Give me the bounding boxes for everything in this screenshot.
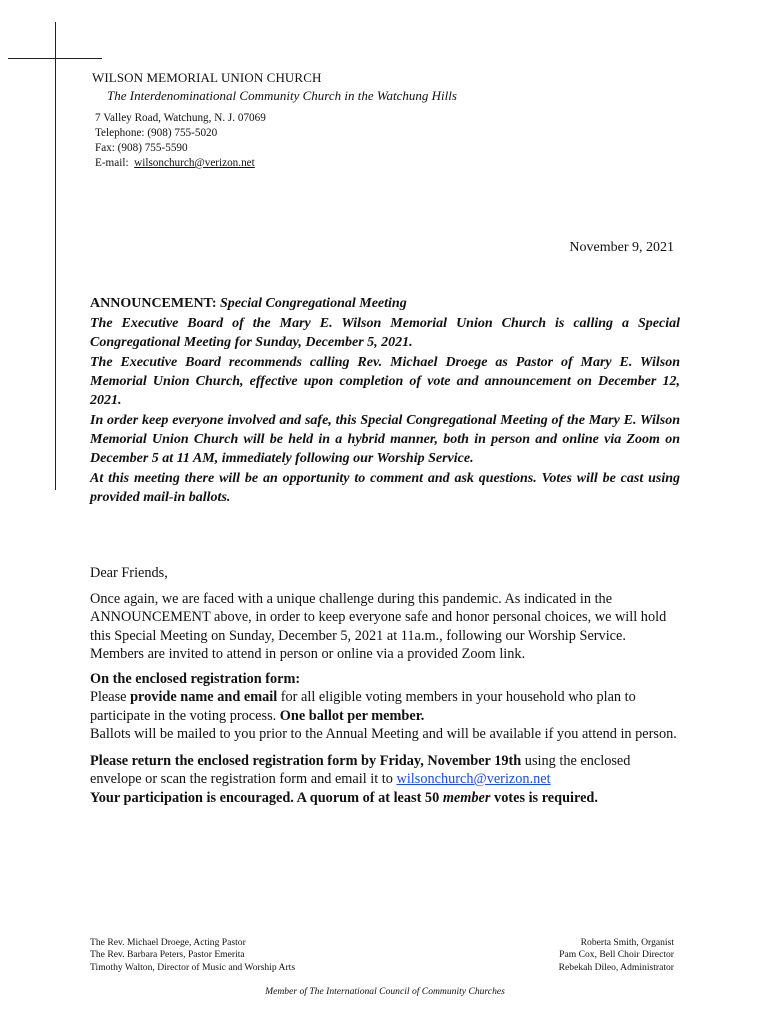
quorum-statement (90, 790, 598, 806)
cross-vertical-line (55, 22, 56, 490)
registration-heading: On the enclosed registration form: (90, 670, 301, 687)
contact-block (95, 111, 457, 171)
letterhead-email-link[interactable]: wilsonchurch@verizon.net (134, 157, 255, 169)
footer-staff-left (90, 937, 295, 974)
registration-emphasis: provide name and email (130, 689, 278, 705)
quorum-text: votes is required. (490, 789, 598, 806)
return-text: using the enclosed envelope or scan the registration form and email it to (90, 752, 631, 787)
quorum-text: Your participation is encouraged. A quorum of at least 50 (90, 789, 443, 806)
ballot-rule: One ballot per member. (279, 707, 425, 724)
quorum-emphasis: member (442, 789, 491, 806)
telephone: Telephone: (908) 755-5020 (95, 127, 218, 139)
letter-body (90, 564, 680, 807)
announcement-paragraph: The Executive Board recommends calling Rev. Michael Droege as Pastor of Mary E. Wilson Memorial Union Church, effective upon completion of vote and announcement on December 12, 2021. (90, 355, 680, 408)
footer-staff-line: Timothy Walton, Director of Music and Worship Arts (90, 961, 296, 973)
announcement-paragraph: The Executive Board of the Mary E. Wilson Memorial Union Church is calling a Special Congregational Meeting for Sunday, December 5, 2021. (90, 316, 680, 350)
salutation: Dear Friends, (90, 565, 168, 581)
announcement-paragraph: At this meeting there will be an opportunity to comment and ask questions. Votes will be cast using provided mail-in ballots. (90, 471, 680, 505)
letter-paragraph-intro: Once again, we are faced with a unique challenge during this pandemic. As indicated in the ANNOUNCEMENT above, in order to keep everyone safe and honor personal choices, we will hold this Special Meeting on Sunday, December 5, 2021 at 11a.m., following our Worship Service. Members are invited to attend in person or online via a provided Zoom link. (90, 590, 667, 662)
return-deadline: Please return the enclosed registration form by Friday, November 19th (90, 752, 522, 769)
footer-staff-right (559, 937, 674, 974)
footer-membership: Member of The International Council of Community Churches (265, 986, 505, 997)
announcement-label: ANNOUNCEMENT: (90, 296, 217, 311)
announcement-title: Special Congregational Meeting (220, 296, 407, 311)
registration-text: Please (90, 689, 131, 705)
registration-text: for all eligible voting members in your household who plan to participate in the voting process. (90, 689, 636, 724)
footer-staff-line: Roberta Smith, Organist (580, 937, 674, 948)
letterhead (92, 70, 457, 171)
cross-horizontal-line (8, 58, 102, 59)
return-instructions (90, 752, 680, 808)
letter-date: November 9, 2021 (569, 240, 674, 255)
registration-instructions (90, 670, 680, 744)
announcement-paragraph: In order keep everyone involved and safe, this Special Congregational Meeting of the Mary E. Wilson Memorial Union Church will be held in a hybrid manner, both in person and online via Zoom on December 5 at 11 AM, immediately following our Worship Service. (90, 413, 680, 466)
footer-staff-line: Rebekah Dileo, Administrator (558, 961, 674, 973)
footer-staff-line: The Rev. Michael Droege, Acting Pastor (90, 937, 246, 948)
fax: Fax: (908) 755-5590 (95, 142, 188, 154)
return-email-link[interactable]: wilsonchurch@verizon.net (396, 771, 551, 787)
church-tagline: The Interdenominational Community Church in the Watchung Hills (107, 88, 457, 103)
address: 7 Valley Road, Watchung, N. J. 07069 (95, 112, 266, 124)
footer-staff-line: The Rev. Barbara Peters, Pastor Emerita (90, 949, 245, 961)
ballots-line: Ballots will be mailed to you prior to the Annual Meeting and will be available if you attend in person. (90, 726, 677, 742)
email-label: E-mail: (95, 157, 129, 169)
church-name: WILSON MEMORIAL UNION CHURCH (92, 70, 322, 85)
announcement-block (90, 294, 680, 508)
email-row (95, 156, 457, 171)
footer-staff-line: Pam Cox, Bell Choir Director (559, 949, 674, 961)
announcement-heading (90, 294, 680, 313)
